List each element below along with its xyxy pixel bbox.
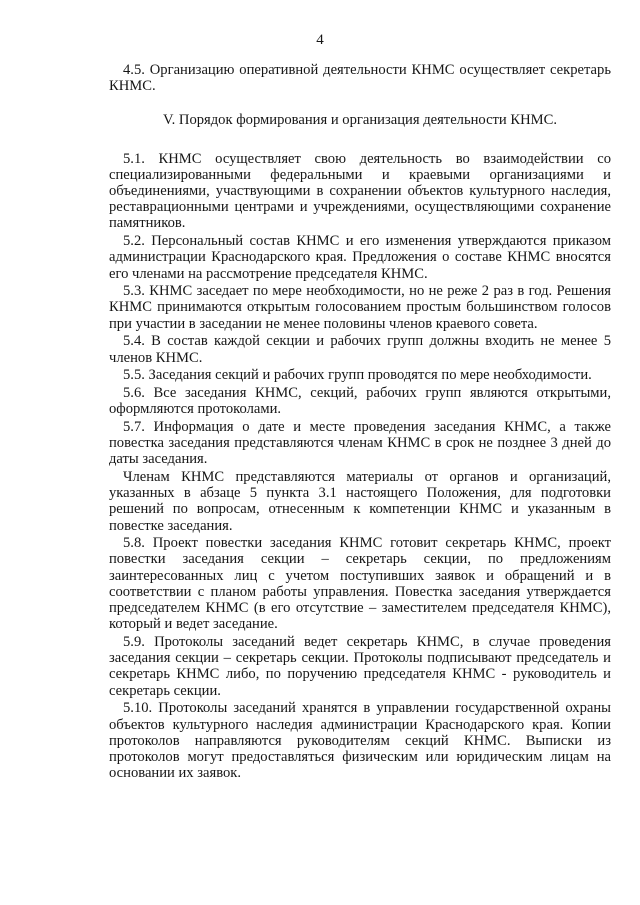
clause-5-6: 5.6. Все заседания КНМС, секций, рабочих групп являются открытыми, оформляются протоколами. [109,384,611,418]
clause-5-8: 5.8. Проект повестки заседания КНМС готовит секретарь КНМС, проект повестки заседания секции – секретарь секции, по предложениям заинтересованных лиц с учетом поступивших заявок и обращений и в соответствии с планом работы управления. Повестка заседания утверждается председателем КНМС (в его отсутствие – заместителем председателя КНМС), который и ведет заседание. [109,535,611,633]
clause-5-7-materials: Членам КНМС представляются материалы от органов и организаций, указанных в абзаце 5 пункта 3.1 настоящего Положения, для подготовки решений по вопросам, отнесенным к компетенции КНМС и указанным в повестке заседания. [109,468,611,534]
document-body [109,62,611,783]
clause-5-9: 5.9. Протоколы заседаний ведет секретарь КНМС, в случае проведения заседания секции – секретарь секции. Протоколы подписывают председатель и секретарь КНМС либо, по поручению председателя КНМС - руководитель и секретарь секции. [109,634,611,699]
clause-5-7: 5.7. Информация о дате и месте проведения заседания КНМС, а также повестка заседания представляются членам КНМС в срок не позднее 3 дней до даты заседания. [109,418,611,468]
clause-5-3: 5.3. КНМС заседает по мере необходимости, но не реже 2 раз в год. Решения КНМС принимаются открытым голосованием простым большинством голосов при участии в заседании не менее половины членов краевого совета. [109,283,611,332]
clause-5-10: 5.10. Протоколы заседаний хранятся в управлении государственной охраны объектов культурного наследия администрации Краснодарского края. Копии протоколов направляются руководителям секций КНМС. Выписки из протоколов могут предоставляться физическим или юридическим лицам на основании их заявок. [109,700,611,782]
clause-5-5: 5.5. Заседания секций и рабочих групп проводятся по мере необходимости. [123,367,592,384]
clause-4-5: 4.5. Организацию оперативной деятельности КНМС осуществляет секретарь КНМС. [109,62,611,95]
page-number: 4 [316,32,324,48]
clause-5-2: 5.2. Персональный состав КНМС и его изменения утверждаются приказом администрации Краснодарского края. Предложения о составе КНМС вносятся его членами на рассмотрение председателя КНМС. [109,233,611,282]
section-heading: V. Порядок формирования и организация деятельности КНМС. [162,112,558,129]
clause-5-4: 5.4. В состав каждой секции и рабочих групп должны входить не менее 5 членов КНМС. [109,333,611,366]
clause-5-1: 5.1. КНМС осуществляет свою деятельность во взаимодействии со специализированными федеральными и краевыми организациями и объединениями, участвующими в сохранении объектов культурного наследия, реставрационными центрами и учреждениями, осуществляющими сохранение памятников. [109,150,611,232]
